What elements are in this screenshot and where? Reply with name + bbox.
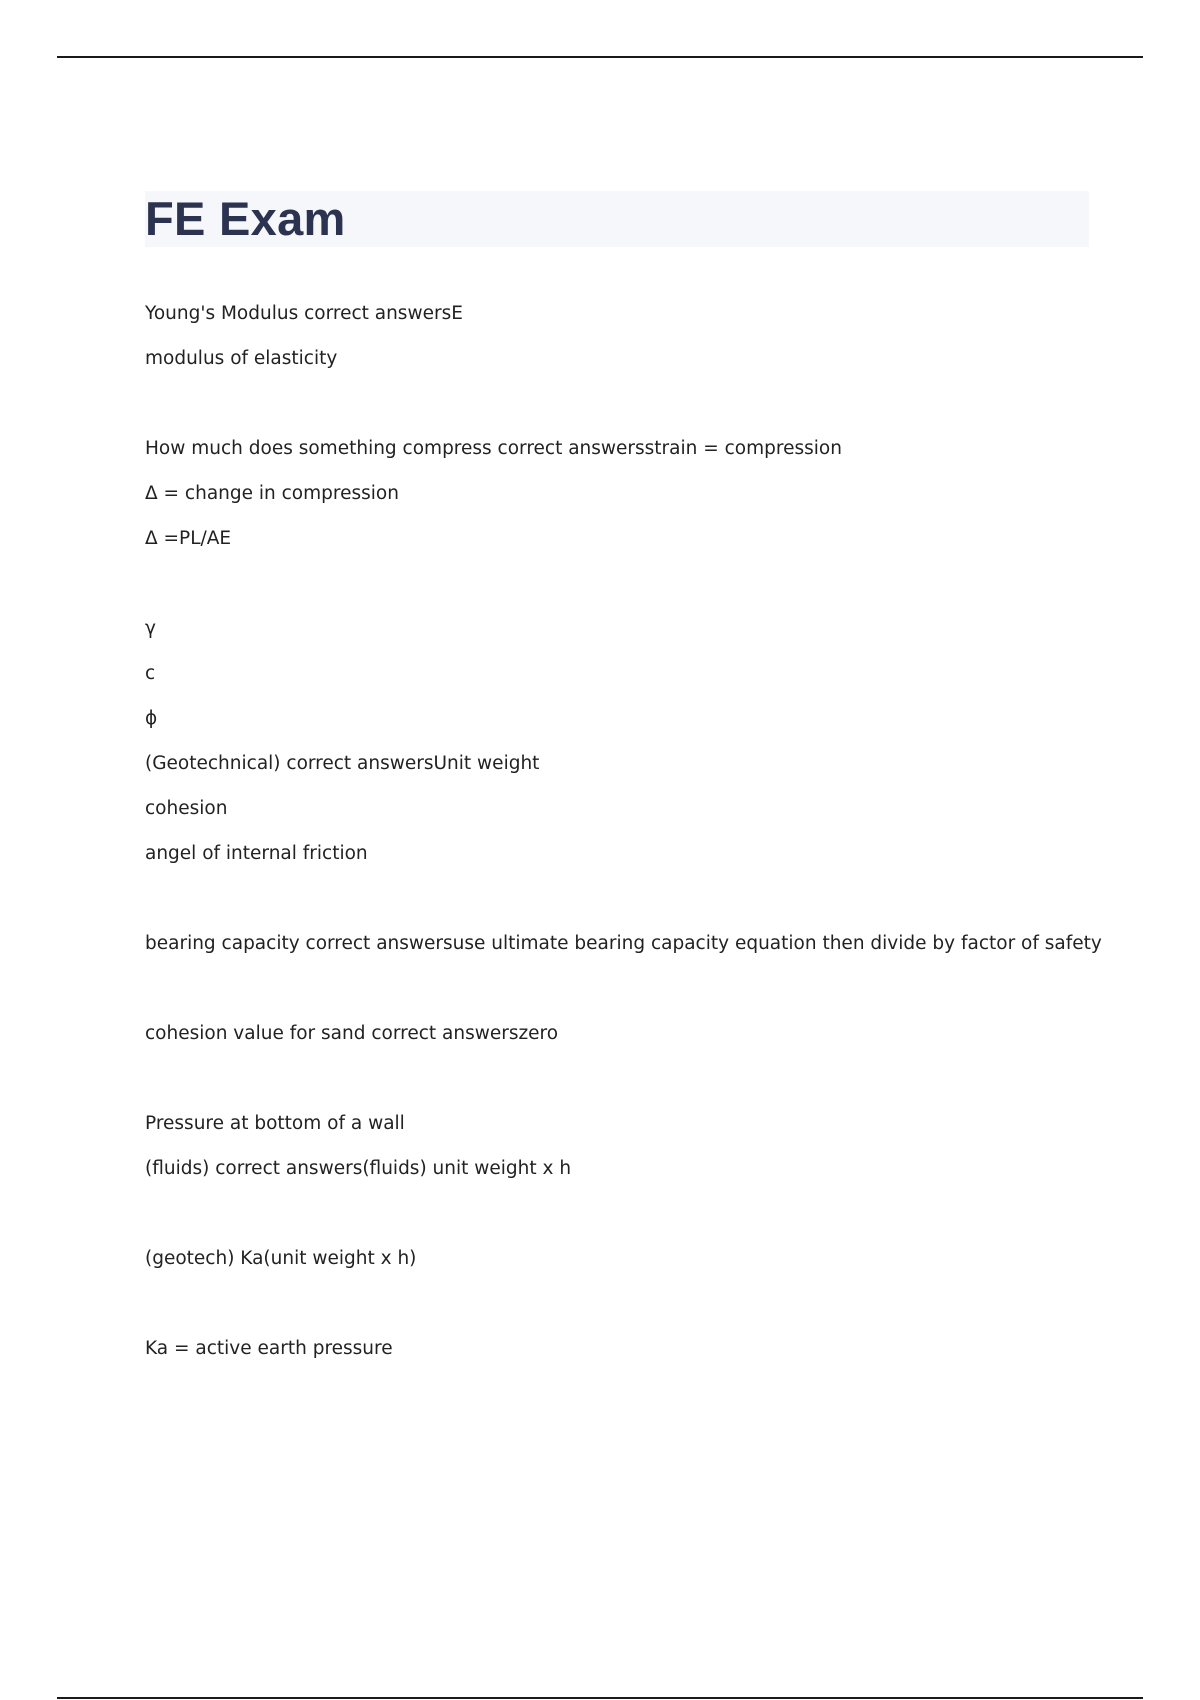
text-line: Pressure at bottom of a wall bbox=[145, 1113, 405, 1134]
text-line: Young's Modulus correct answersE bbox=[145, 303, 463, 324]
text-line: (geotech) Ka(unit weight x h) bbox=[145, 1248, 417, 1269]
blank-line bbox=[145, 1281, 1105, 1326]
text-line: (fluids) correct answers(fluids) unit weight x h bbox=[145, 1158, 572, 1179]
text-line: cohesion value for sand correct answerszero bbox=[145, 1023, 559, 1044]
title-banner bbox=[145, 191, 1089, 247]
text-line: Δ = change in compression bbox=[145, 483, 399, 504]
text-line: ϕ bbox=[145, 708, 158, 729]
page-title: FE Exam bbox=[145, 192, 346, 245]
blank-line bbox=[145, 1191, 1105, 1236]
text-line: How much does something compress correct answersstrain = compression bbox=[145, 438, 842, 459]
text-line: angel of internal friction bbox=[145, 843, 368, 864]
bottom-rule bbox=[57, 1697, 1143, 1699]
text-line: Δ =PL/AE bbox=[145, 528, 232, 549]
blank-line bbox=[145, 561, 1105, 606]
document-body bbox=[145, 291, 1105, 1371]
top-rule bbox=[57, 56, 1143, 58]
blank-line bbox=[145, 876, 1105, 921]
blank-line bbox=[145, 1056, 1105, 1101]
text-line: γ bbox=[145, 618, 156, 639]
text-line: cohesion bbox=[145, 798, 228, 819]
text-line: bearing capacity correct answersuse ultimate bearing capacity equation then divide by factor of safety bbox=[145, 933, 1102, 954]
text-line: c bbox=[145, 663, 156, 684]
blank-line bbox=[145, 381, 1105, 426]
text-line: Ka = active earth pressure bbox=[145, 1338, 393, 1359]
text-line: modulus of elasticity bbox=[145, 348, 338, 369]
text-line: (Geotechnical) correct answersUnit weight bbox=[145, 753, 540, 774]
blank-line bbox=[145, 966, 1105, 1011]
